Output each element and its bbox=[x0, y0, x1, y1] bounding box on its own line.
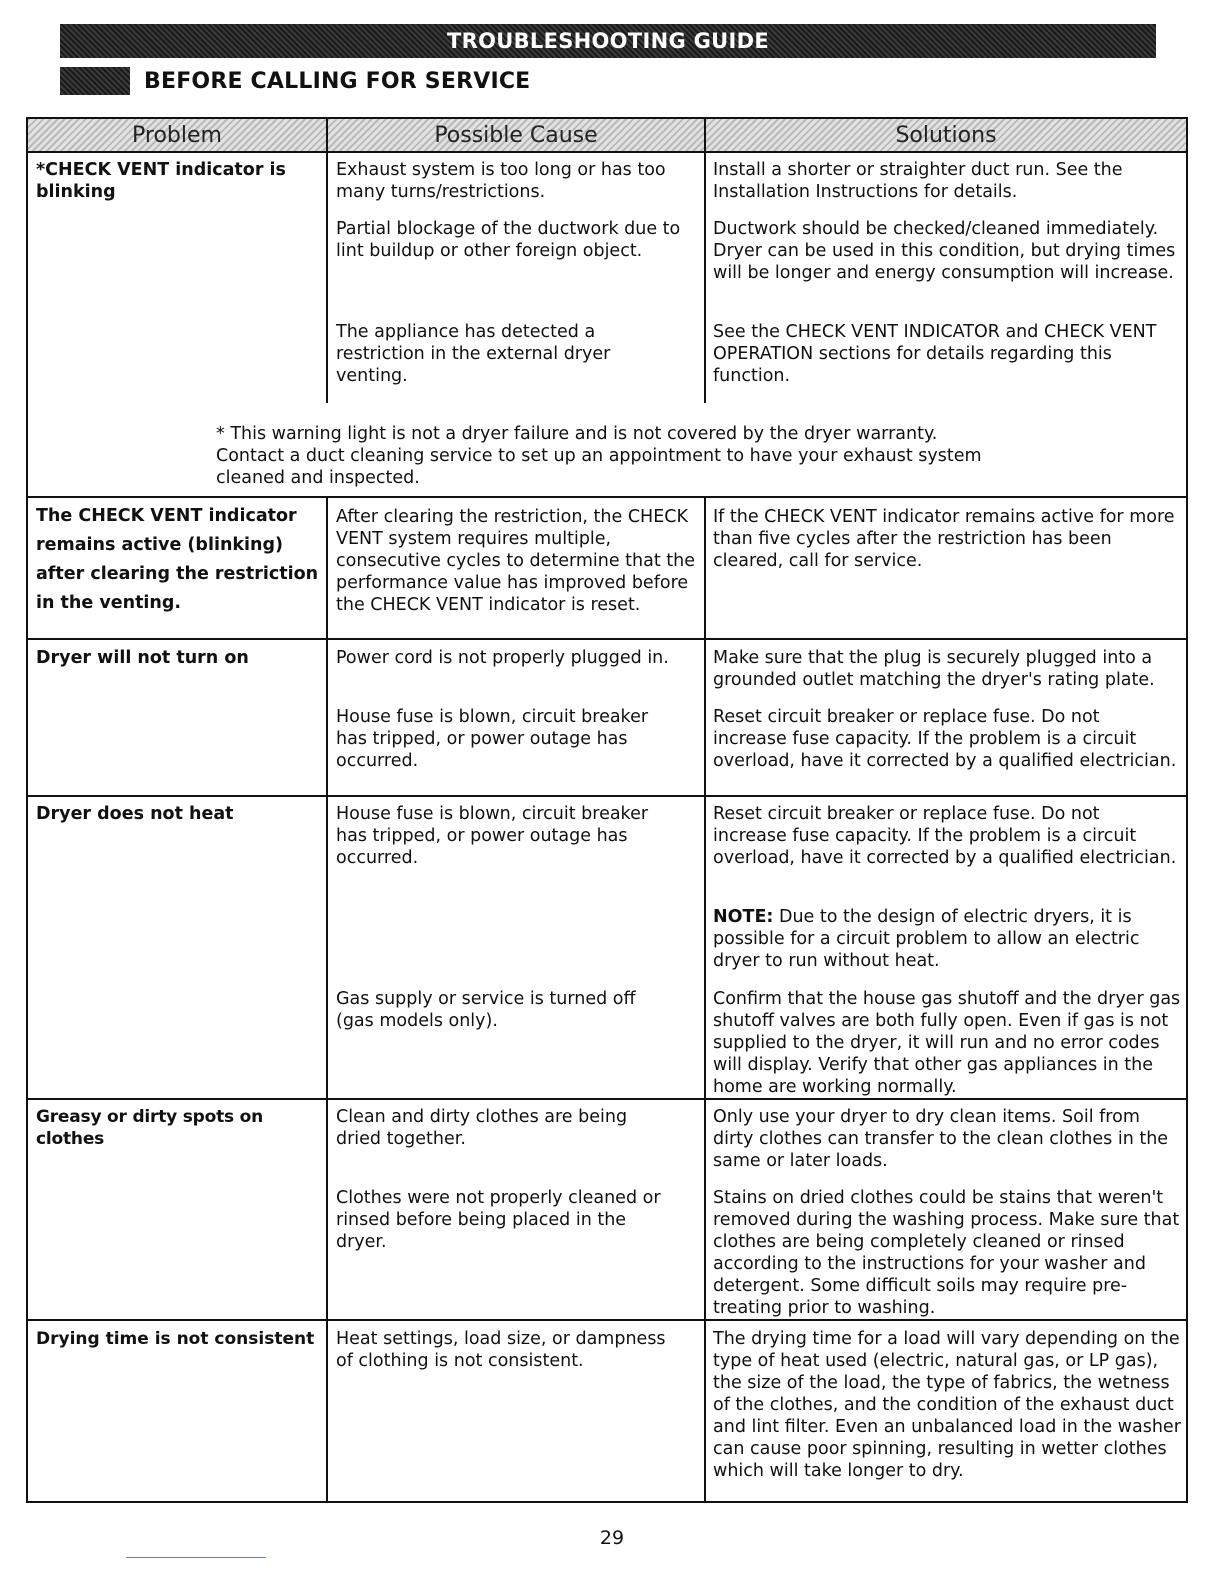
problem-dryer-does-not-heat: Dryer does not heat bbox=[36, 804, 234, 824]
column-divider bbox=[704, 153, 706, 403]
note-label: NOTE: bbox=[713, 907, 774, 927]
header-solutions: Solutions bbox=[706, 119, 1186, 153]
solution-call-for-service: If the CHECK VENT indicator remains active for more than five cycles after the restriction has been cleared, call for service. bbox=[713, 507, 1175, 571]
problem-greasy-spots: Greasy or dirty spots on clothes bbox=[36, 1107, 264, 1149]
row-divider bbox=[28, 496, 1186, 498]
section-heading bbox=[60, 66, 530, 96]
column-divider bbox=[704, 498, 706, 1501]
cause-partial-blockage: Partial blockage of the ductwork due to lint buildup or other foreign object. bbox=[336, 219, 681, 261]
solution-dry-clean-items: Only use your dryer to dry clean items. Soil from dirty clothes can transfer to the clean clothes in the same or later loads. bbox=[713, 1107, 1169, 1171]
note-text: Due to the design of electric dryers, it is possible for a circuit problem to allow an electric dryer to run without heat. bbox=[713, 907, 1140, 971]
bottom-rule bbox=[126, 1557, 266, 1558]
cause-house-fuse-heat: House fuse is blown, circuit breaker has tripped, or power outage has occurred. bbox=[336, 804, 649, 868]
row-divider bbox=[28, 1098, 1186, 1100]
column-divider bbox=[704, 119, 706, 153]
cause-clean-and-dirty-together: Clean and dirty clothes are being dried together. bbox=[336, 1107, 628, 1149]
cause-consecutive-cycles: After clearing the restriction, the CHECK VENT system requires multiple, consecutive cycles to determine that the performance value has improved before the CHECK VENT indicator is reset. bbox=[336, 507, 696, 615]
row-divider bbox=[28, 638, 1186, 640]
solution-see-check-vent-sections: See the CHECK VENT INDICATOR and CHECK VENT OPERATION sections for details regarding this function. bbox=[713, 322, 1157, 386]
section-marker-block bbox=[60, 67, 130, 95]
solution-confirm-gas-shutoff: Confirm that the house gas shutoff and the dryer gas shutoff valves are both fully open. Even if gas is not supplied to the dryer, it will run and no error codes will display. Verify that other gas appliances in the home are working normally. bbox=[713, 989, 1181, 1097]
cause-house-fuse: House fuse is blown, circuit breaker has tripped, or power outage has occurred. bbox=[336, 707, 649, 771]
solution-check-ductwork: Ductwork should be checked/cleaned immediately. Dryer can be used in this condition, but drying times will be longer and energy consumption will increase. bbox=[713, 219, 1176, 283]
solution-reset-breaker-heat: Reset circuit breaker or replace fuse. Do not increase fuse capacity. If the problem is a circuit overload, have it corrected by a qualified electrician. bbox=[713, 804, 1177, 868]
troubleshooting-table bbox=[26, 117, 1188, 1503]
banner-title: TROUBLESHOOTING GUIDE bbox=[60, 24, 1156, 58]
header-problem: Problem bbox=[28, 119, 326, 153]
cause-exhaust-too-long: Exhaust system is too long or has too many turns/restrictions. bbox=[336, 160, 666, 202]
warning-footnote: * This warning light is not a dryer failure and is not covered by the dryer warranty. Contact a duct cleaning service to set up an appointment to have your exhaust system cleaned and inspected. bbox=[216, 424, 982, 488]
column-divider bbox=[326, 153, 328, 403]
cause-power-cord: Power cord is not properly plugged in. bbox=[336, 648, 669, 668]
solution-reset-breaker: Reset circuit breaker or replace fuse. Do not increase fuse capacity. If the problem is a circuit overload, have it corrected by a qualified electrician. bbox=[713, 707, 1177, 771]
column-divider bbox=[326, 498, 328, 1501]
column-divider bbox=[326, 119, 328, 153]
solution-stains-not-removed: Stains on dried clothes could be stains that weren't removed during the washing process. Make sure that clothes are being completely cleaned or rinsed according to the instructions for your washer and detergent. Some difficult soils may require pre-treating prior to washing. bbox=[713, 1188, 1180, 1318]
solution-drying-time-varies: The drying time for a load will vary depending on the type of heat used (electric, natural gas, or LP gas), the size of the load, the type of fabrics, the wetness of the clothes, and the condition of the exhaust duct and lint filter. Even an unbalanced load in the washer can cause poor spinning, resulting in wetter clothes which will take longer to dry. bbox=[713, 1329, 1181, 1481]
cause-heat-settings: Heat settings, load size, or dampness of clothing is not consistent. bbox=[336, 1329, 666, 1371]
cause-restriction-detected: The appliance has detected a restriction in the external dryer venting. bbox=[336, 322, 611, 386]
problem-check-vent-remains-active: The CHECK VENT indicator remains active (blinking) after clearing the restriction in the venting. bbox=[36, 506, 319, 613]
solution-note bbox=[713, 906, 1168, 972]
solution-shorter-duct: Install a shorter or straighter duct run. See the Installation Instructions for details. bbox=[713, 160, 1123, 202]
row-divider bbox=[28, 795, 1186, 797]
header-possible-cause: Possible Cause bbox=[328, 119, 704, 153]
solution-plug-securely: Make sure that the plug is securely plugged into a grounded outlet matching the dryer's rating plate. bbox=[713, 648, 1155, 690]
problem-check-vent-blinking: *CHECK VENT indicator is blinking bbox=[36, 160, 286, 202]
section-title: BEFORE CALLING FOR SERVICE bbox=[144, 68, 531, 94]
row-divider bbox=[28, 1319, 1186, 1321]
problem-dryer-will-not-turn-on: Dryer will not turn on bbox=[36, 648, 249, 668]
problem-drying-time-inconsistent: Drying time is not consistent bbox=[36, 1329, 315, 1349]
cause-not-properly-cleaned: Clothes were not properly cleaned or rinsed before being placed in the dryer. bbox=[336, 1188, 661, 1252]
page-number: 29 bbox=[599, 1527, 625, 1549]
cause-gas-supply-off: Gas supply or service is turned off (gas models only). bbox=[336, 989, 636, 1031]
